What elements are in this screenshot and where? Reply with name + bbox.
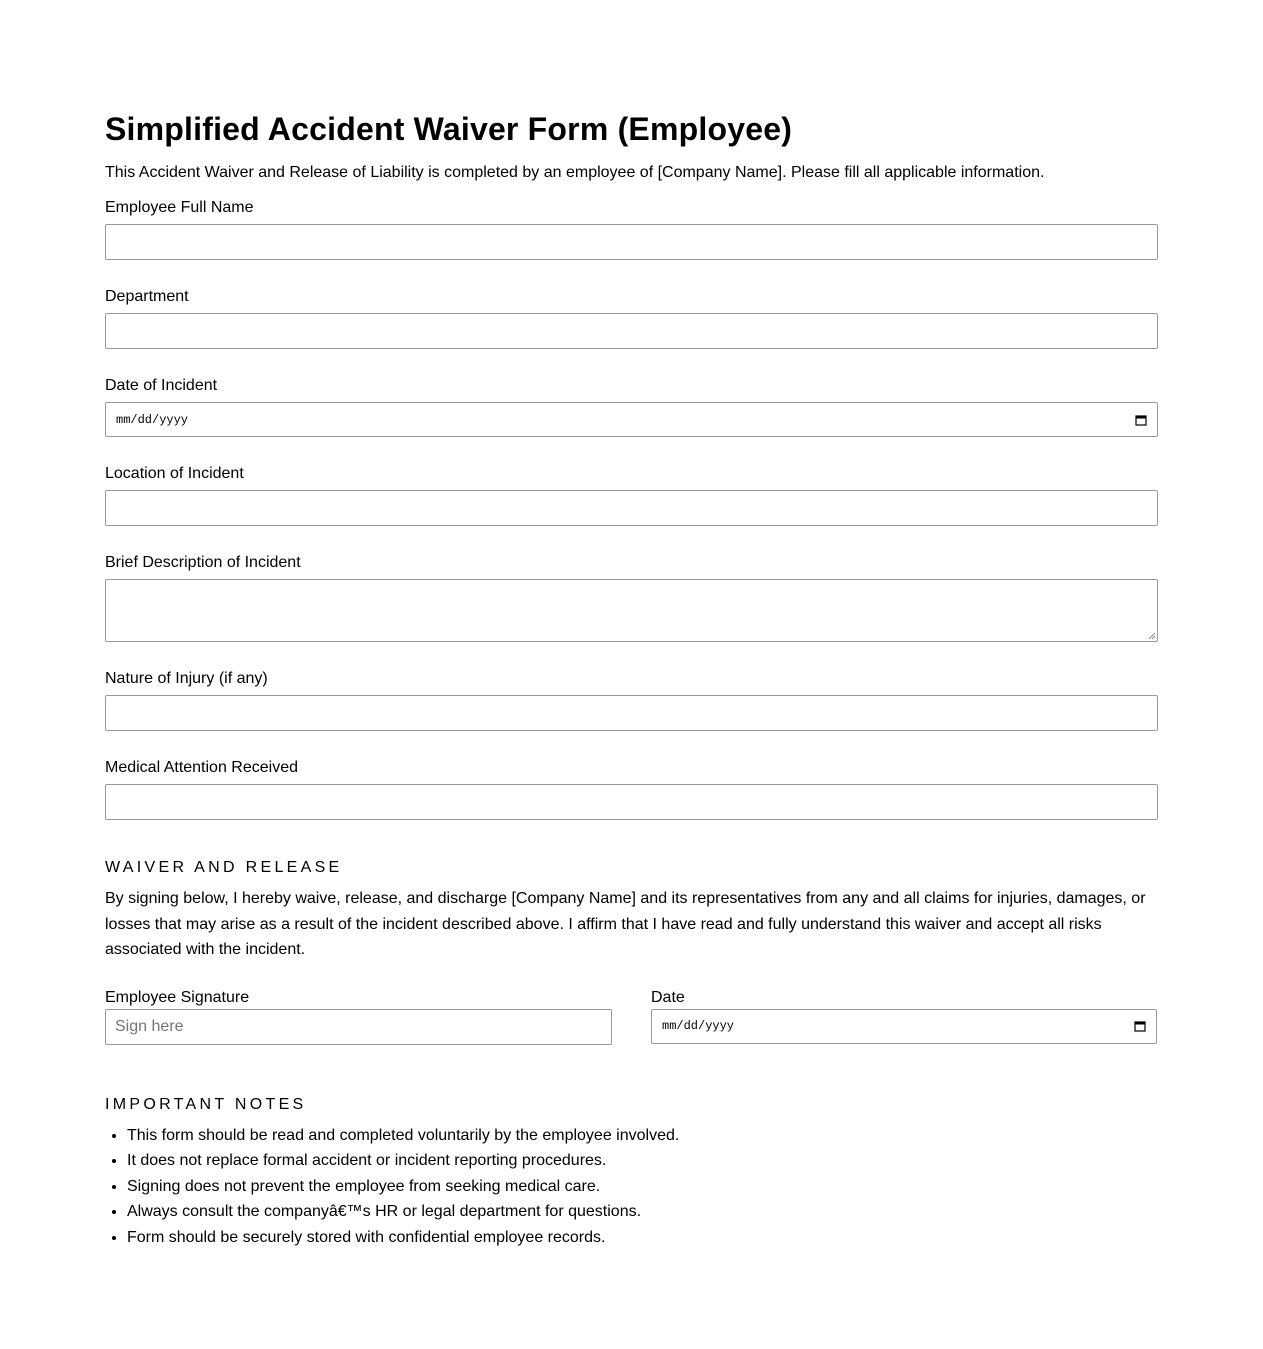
incident-date-input[interactable]	[105, 402, 1158, 437]
medical-group	[105, 759, 1158, 820]
injury-label: Nature of Injury (if any)	[105, 670, 268, 687]
location-input[interactable]	[105, 490, 1158, 526]
notes-heading: IMPORTANT NOTES	[105, 1095, 307, 1113]
location-group	[105, 465, 1158, 526]
description-group	[105, 554, 1158, 642]
medical-input[interactable]	[105, 784, 1158, 820]
department-group	[105, 288, 1158, 349]
employee-name-label: Employee Full Name	[105, 199, 254, 216]
signature-input[interactable]	[105, 1009, 612, 1045]
employee-name-group	[105, 199, 1158, 260]
signature-date-group	[651, 989, 1158, 1045]
employee-name-input[interactable]	[105, 224, 1158, 260]
signature-date-label: Date	[651, 988, 685, 1006]
resize-grip-icon[interactable]	[1148, 632, 1156, 640]
injury-input[interactable]	[105, 695, 1158, 731]
list-item: • It does not replace formal accident or incident reporting procedures.	[127, 1148, 1158, 1174]
notes-list	[105, 1123, 1158, 1251]
signature-row	[105, 989, 1158, 1045]
waiver-text: By signing below, I hereby waive, release, and discharge [Company Name] and its representatives from any and all claims for injuries, damages, or losses that may arise as a result of the incident described above. I affirm that I have read and fully understand this waiver and accept all risks associated with the incident.	[105, 890, 1146, 958]
waiver-form	[105, 108, 1158, 1250]
list-item: • Form should be securely stored with confidential employee records.	[127, 1225, 1158, 1251]
intro-text: This Accident Waiver and Release of Liability is completed by an employee of [Company Name]. Please fill all applicable information.	[105, 164, 1045, 181]
signature-group	[105, 989, 612, 1045]
location-label: Location of Incident	[105, 465, 244, 482]
department-label: Department	[105, 288, 189, 305]
calendar-icon[interactable]	[1135, 414, 1147, 426]
calendar-icon[interactable]	[1134, 1020, 1146, 1032]
waiver-heading: WAIVER AND RELEASE	[105, 859, 343, 876]
incident-date-label: Date of Incident	[105, 377, 218, 394]
list-item: • This form should be read and completed voluntarily by the employee involved.	[127, 1123, 1158, 1149]
department-input[interactable]	[105, 313, 1158, 349]
description-label: Brief Description of Incident	[105, 554, 301, 571]
incident-date-placeholder: mm/dd/yyyy	[116, 412, 189, 427]
signature-date-placeholder: mm/dd/yyyy	[662, 1019, 735, 1033]
medical-label: Medical Attention Received	[105, 759, 298, 776]
signature-label: Employee Signature	[105, 988, 250, 1006]
description-textarea[interactable]	[105, 579, 1158, 642]
signature-date-input[interactable]	[651, 1009, 1157, 1044]
list-item: • Signing does not prevent the employee from seeking medical care.	[127, 1174, 1158, 1200]
page-title: Simplified Accident Waiver Form (Employee)	[105, 111, 793, 147]
injury-group	[105, 670, 1158, 731]
list-item: • Always consult the companyâ€™s HR or legal department for questions.	[127, 1199, 1158, 1225]
incident-date-group	[105, 377, 1158, 437]
